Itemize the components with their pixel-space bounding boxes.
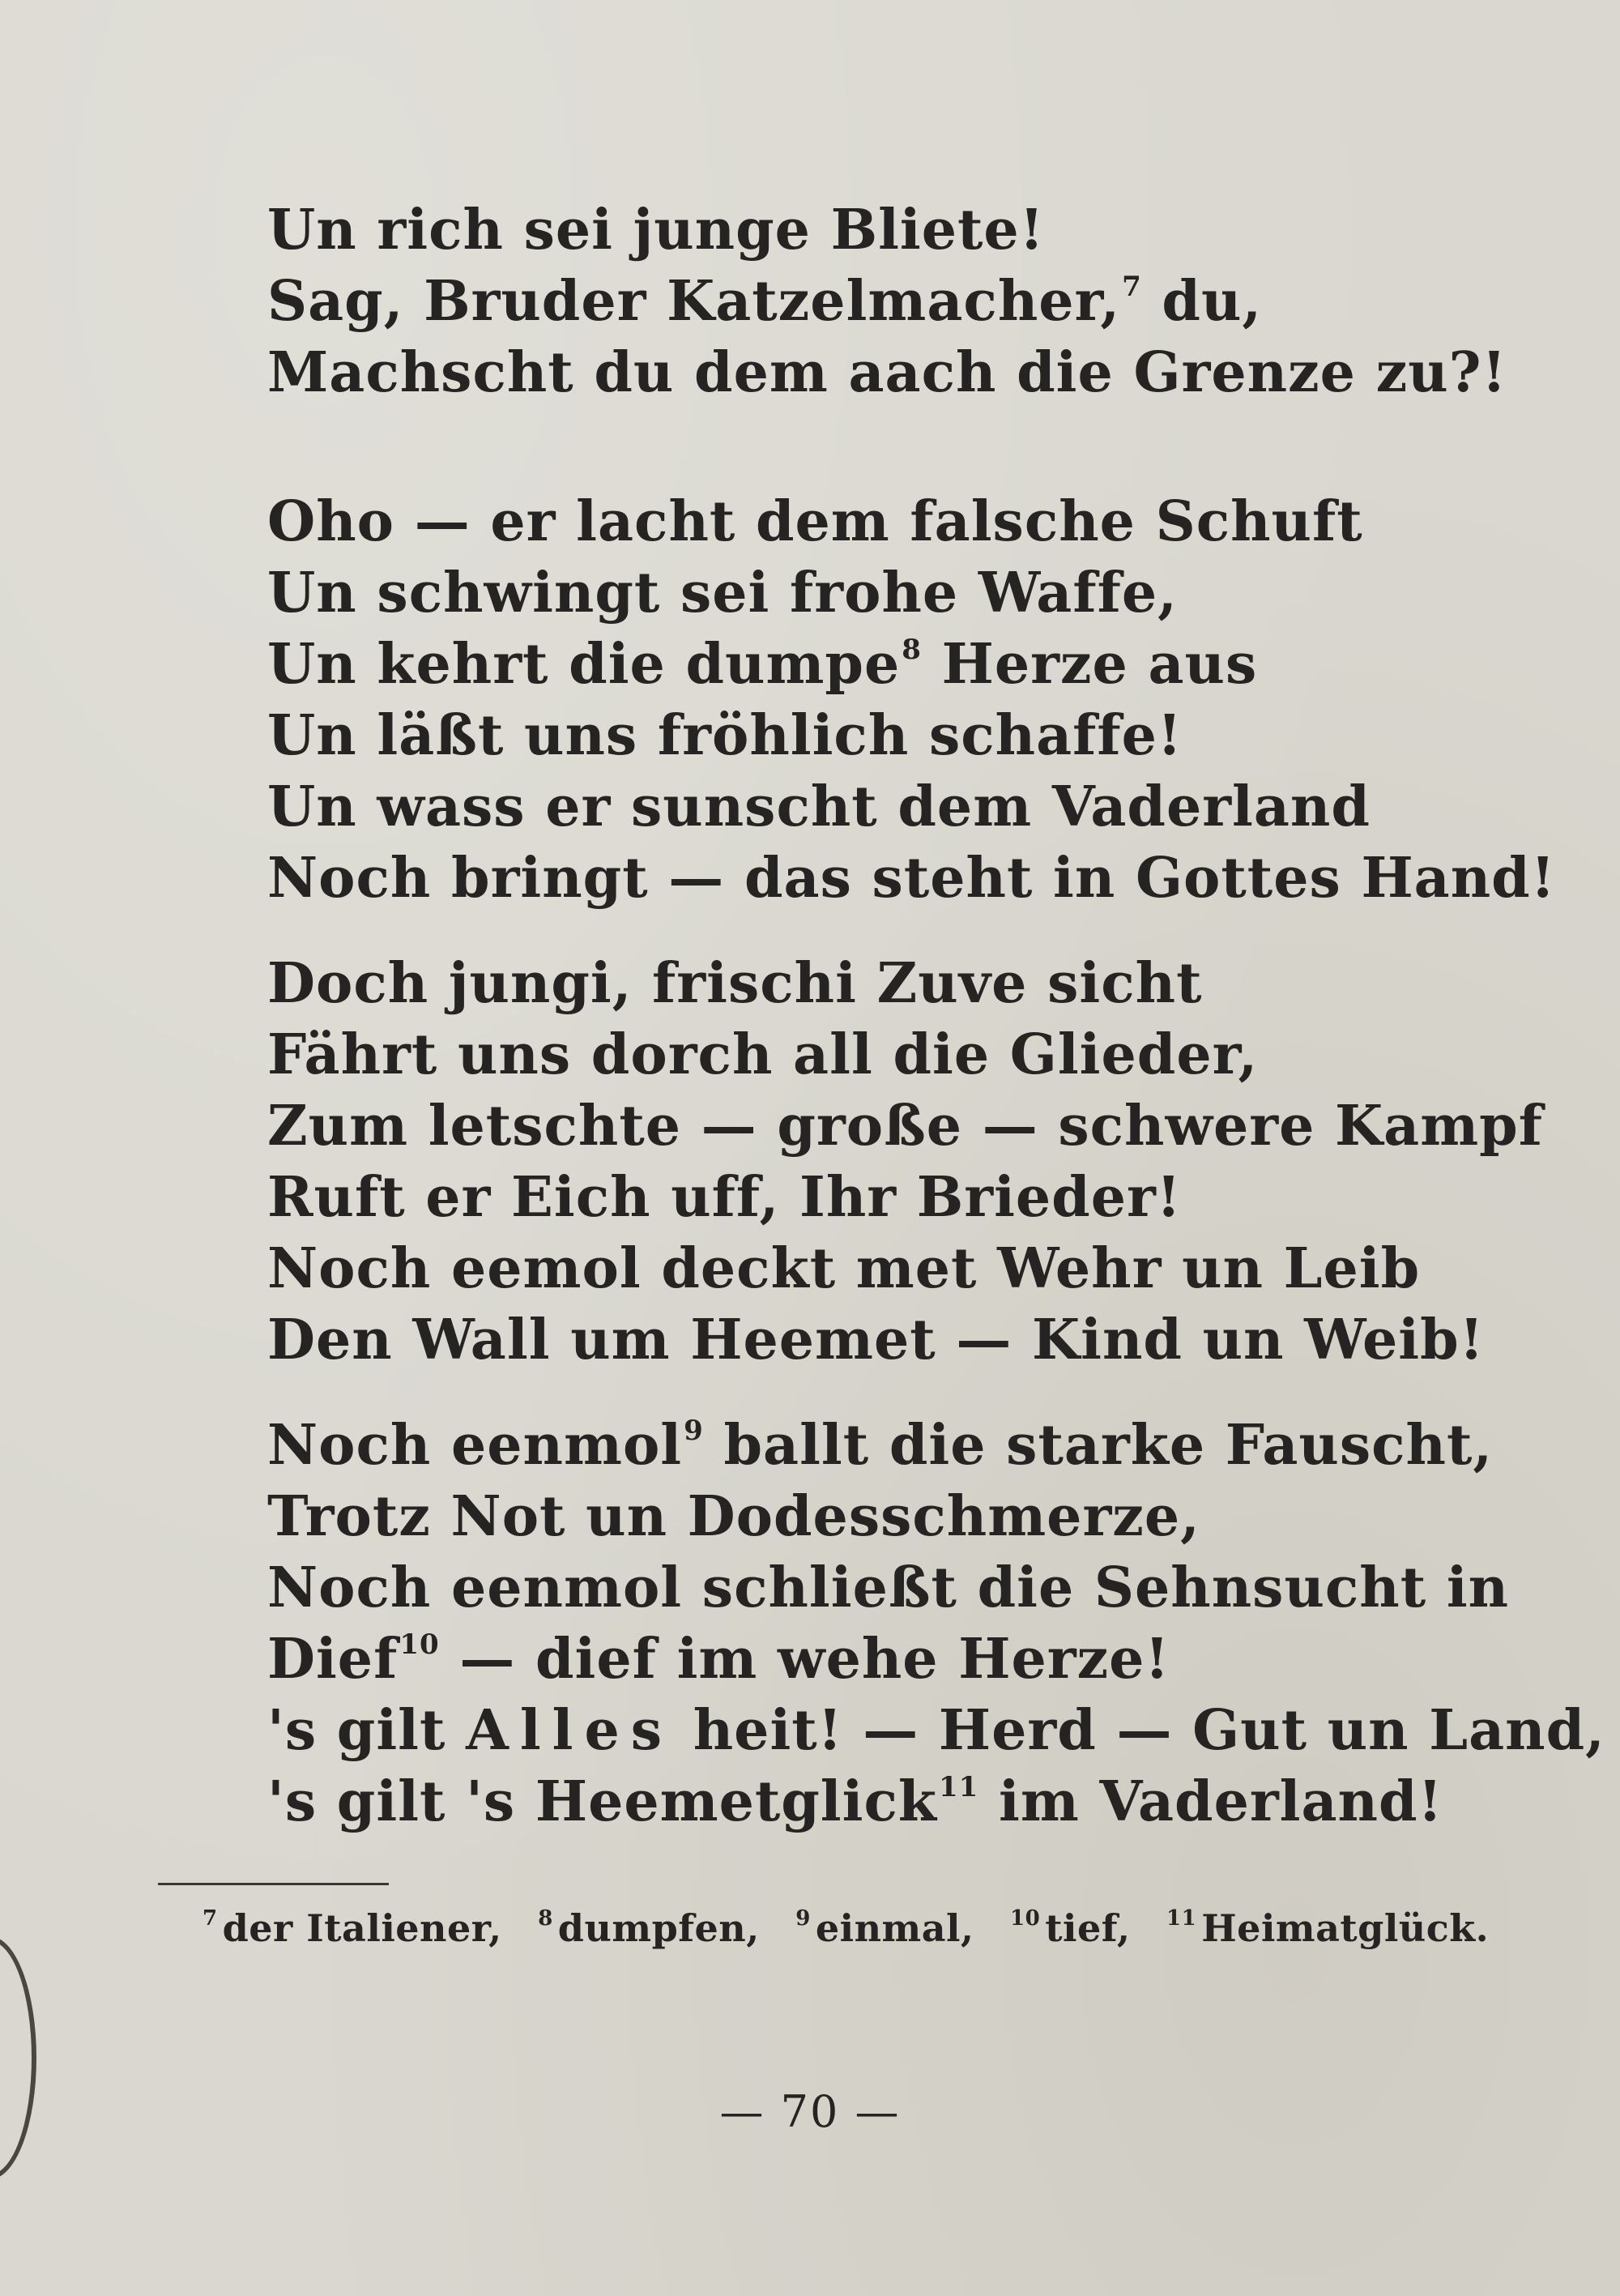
footnotes [202,1900,1489,1957]
verse-line: Dief$^{10}$ — dief im wehe Herze! [267,1627,1170,1692]
footnote: $^7$ der Italiener, [202,1906,502,1950]
verse-line: 's gilt Alles heit! — Herd — Gut un Land, [267,1698,1605,1763]
verse-line: Un läßt uns fröhlich schaffe! [267,703,1183,768]
emphasized-word: Alles [466,1698,674,1763]
footnote: $^{10}$ tief, [1010,1906,1131,1950]
stanza-2 [267,486,1563,914]
verse-line: Trotz Not un Dodesschmerze, [267,1484,1200,1549]
verse-line: Ruft er Eich uff, Ihr Brieder! [267,1165,1182,1230]
verse-line: Machscht du dem aach die Grenze zu?! [267,340,1507,405]
stanza-3 [267,948,1563,1376]
verse-line: Zum letschte — große — schwere Kampf [267,1094,1543,1159]
footnote-marker: 11 [938,1771,979,1803]
verse-line: Fährt uns dorch all die Glieder, [267,1022,1259,1087]
binding-ring-mark [0,1936,36,2179]
verse-line: Un kehrt die dumpe$^8$ Herze aus [267,632,1258,697]
verse-line: Noch eemol deckt met Wehr un Leib [267,1236,1421,1301]
footnote-marker: 7 [1122,271,1142,303]
footnote-marker: 9 [684,1415,704,1447]
footnote: $^9$ einmal, [795,1906,974,1950]
footnote-marker: 8 [902,634,922,666]
footnote: $^{11}$ Heimatglück. [1166,1906,1490,1950]
verse-line: Un rich sei junge Bliete! [267,198,1045,262]
verse-line: Noch eenmol schließt die Sehnsucht in [267,1556,1510,1620]
verse-line: Un schwingt sei frohe Waffe, [267,561,1178,625]
verse-line: Doch jungi, frischi Zuve sicht [267,951,1203,1016]
verse-line: Un wass er sunscht dem Vaderland [267,775,1371,839]
verse-line: Noch eenmol$^9$ ballt die starke Fauscht, [267,1413,1494,1478]
footnote: $^8$ dumpfen, [538,1906,760,1950]
verse-line: Sag, Bruder Katzelmacher,$^7$ du, [267,269,1263,334]
verse-line: Den Wall um Heemet — Kind un Weib! [267,1308,1485,1372]
verse-line: Oho — er lacht dem falsche Schuft [267,489,1363,554]
verse-line: 's gilt 's Heemetglick$^{11}$ im Vaderland! [267,1769,1443,1834]
stanza-4 [267,1410,1605,1837]
footnote-divider [158,1883,389,1885]
footnote-marker: 10 [399,1628,440,1661]
page-number: — 70 — [719,2086,901,2137]
verse-line: Noch bringt — das steht in Gottes Hand! [267,846,1556,911]
stanza-1 [267,194,1563,408]
